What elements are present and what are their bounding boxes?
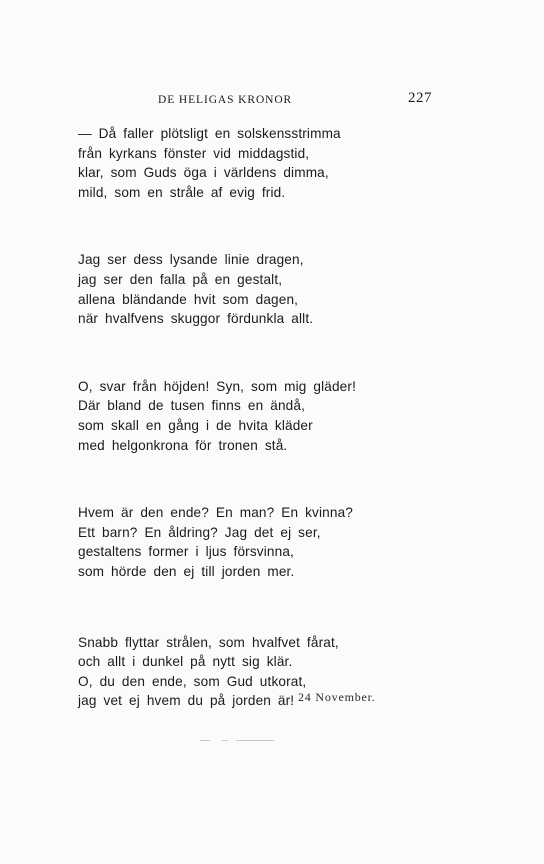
scan-speck	[200, 740, 210, 741]
poem-line: mild, som en stråle af evig frid.	[78, 184, 286, 200]
poem-line: — Då faller plötsligt en solskensstrimma	[78, 126, 341, 141]
poem-line: O, svar från höjden! Syn, som mig gläder!	[78, 378, 356, 394]
poem-line: som skall en gång i de hvita kläder	[78, 417, 313, 433]
poem-line: från kyrkans fönster vid middagstid,	[78, 145, 310, 161]
poem-line: med helgonkrona för tronen stå.	[78, 437, 288, 453]
poem-line: O, du den ende, som Gud utkorat,	[78, 673, 307, 689]
scan-speck	[222, 740, 228, 741]
stanza-1	[78, 124, 408, 202]
poem-line: Hvem är den ende? En man? En kvinna?	[78, 505, 354, 521]
scan-speck	[236, 740, 274, 741]
poem-line: Jag ser dess lysande linie dragen,	[78, 252, 304, 268]
poem-line: jag ser den falla på en gestalt,	[78, 271, 283, 287]
running-header-title: DE HELIGAS KRONOR	[158, 94, 293, 106]
stanza-2	[78, 250, 408, 328]
poem-line: jag vet ej hvem du på jorden är!	[78, 693, 295, 709]
poem-line: gestaltens former i ljus försvinna,	[78, 544, 294, 560]
stanza-3	[78, 377, 408, 455]
poem-line: Snabb flyttar strålen, som hvalfvet fårat,	[78, 634, 339, 650]
page-number: 227	[408, 90, 432, 106]
poem-line: Där bland de tusen finns en ändå,	[78, 398, 306, 414]
poem-line: Ett barn? En åldring? Jag det ej ser,	[78, 524, 321, 540]
poem-line: som hörde den ej till jorden mer.	[78, 563, 295, 579]
poem-line: när hvalfvens skuggor fördunkla allt.	[78, 311, 314, 327]
poem	[78, 124, 408, 759]
poem-line: allena bländande hvit som dagen,	[78, 291, 299, 307]
stanza-4	[78, 503, 408, 581]
poem-line: och allt i dunkel på nytt sig klär.	[78, 654, 293, 670]
date-signature: 24 November.	[298, 690, 376, 704]
poem-line: klar, som Guds öga i världens dimma,	[78, 165, 329, 181]
